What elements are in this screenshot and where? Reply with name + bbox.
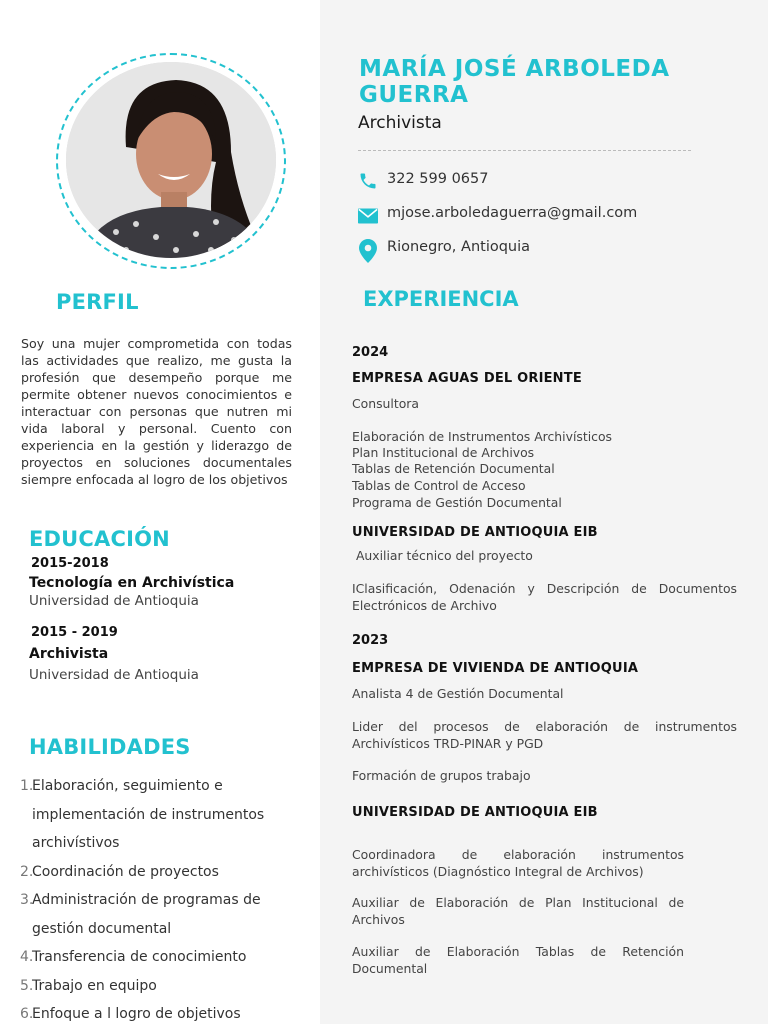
list-item [20, 772, 310, 858]
job-task: Auxiliar de Elaboración de Plan Institucional de Archivos [352, 895, 684, 927]
candidate-role: Archivista [358, 113, 442, 133]
email-address: mjose.arboledaguerra@gmail.com [387, 205, 638, 221]
item-number: 3. [20, 892, 34, 908]
item-number: 1. [20, 778, 34, 794]
job-role: Consultora [352, 396, 419, 411]
job-task: Programa de Gestión Documental [352, 495, 562, 510]
job-task: Tablas de Retención Documental [352, 461, 555, 476]
skill-line: Coordinación de proyectos [32, 863, 219, 880]
perfil-heading: PERFIL [56, 290, 139, 314]
portrait-illustration [66, 62, 276, 258]
job-task: IClasificación, Odenación y Descripción de Documentos Electrónicos de Archivo [352, 581, 737, 613]
job-task: Elaboración de Instrumentos Archivísticos [352, 429, 612, 444]
skill-line: archivístivos [32, 835, 120, 851]
list-item [20, 886, 310, 943]
profile-photo [66, 62, 276, 258]
item-number: 6. [20, 1006, 34, 1022]
edu-years: 2015 - 2019 [31, 625, 118, 640]
skill-line: gestión documental [32, 920, 172, 937]
company-name: EMPRESA AGUAS DEL ORIENTE [352, 371, 582, 386]
job-role: Auxiliar técnico del proyecto [352, 548, 533, 563]
job-role: Analista 4 de Gestión Documental [352, 686, 564, 701]
item-number: 2. [20, 863, 34, 880]
skills-list [20, 772, 310, 1029]
skill-line: Administración de programas de [32, 892, 261, 908]
company-name: UNIVERSIDAD DE ANTIOQUIA EIB [352, 805, 598, 820]
job-task: Lider del procesos de elaboración de instrumentos Archivísticos TRD-PINAR y PGD [352, 719, 737, 751]
skill-line: Enfoque a l logro de objetivos [32, 1006, 241, 1022]
list-item [20, 858, 310, 887]
edu-institution: Universidad de Antioquia [29, 593, 199, 609]
list-item [20, 972, 310, 1001]
location-pin-icon [359, 239, 379, 259]
job-task: Tablas de Control de Acceso [352, 478, 526, 493]
email-icon [358, 208, 378, 228]
year-label: 2023 [352, 633, 389, 648]
skill-line: implementación de instrumentos [32, 806, 265, 823]
candidate-name: MARÍA JOSÉ ARBOLEDA GUERRA [359, 56, 670, 108]
location: Rionegro, Antioquia [387, 239, 531, 255]
phone-icon [358, 171, 378, 191]
habilidades-heading: HABILIDADES [29, 735, 191, 759]
company-name: EMPRESA DE VIVIENDA DE ANTIOQUIA [352, 661, 639, 676]
skill-line: Elaboración, seguimiento e [32, 778, 223, 794]
experiencia-heading: EXPERIENCIA [363, 287, 519, 311]
edu-title: Archivista [29, 646, 109, 662]
company-name: UNIVERSIDAD DE ANTIOQUIA EIB [352, 525, 598, 540]
educacion-heading: EDUCACIÓN [29, 527, 170, 551]
list-item [20, 943, 310, 972]
skill-line: Trabajo en equipo [32, 977, 157, 994]
job-task: Coordinadora de elaboración instrumentos archivísticos (Diagnóstico Integral de Archivos) [352, 847, 684, 879]
year-label: 2024 [352, 345, 389, 360]
edu-title: Tecnología en Archivística [29, 575, 235, 591]
job-task: Plan Institucional de Archivos [352, 445, 535, 460]
item-number: 4. [20, 949, 34, 965]
header-divider [358, 150, 691, 151]
skill-line: Transferencia de conocimiento [32, 949, 247, 965]
edu-institution: Universidad de Antioquia [29, 667, 199, 683]
perfil-text: Soy una mujer comprometida con todas las actividades que realizo, me gusta la profesión que desempeño porque me permite obtener nuevos conocimientos e interactuar con personas que nutren mi vida laboral y personal. Cuento con experiencia en la gestión y liderazgo de proyectos en soluciones documentales siempre enfocada al logro de los objetivos [21, 336, 292, 487]
phone-number: 322 599 0657 [387, 171, 489, 187]
job-task: Auxiliar de Elaboración Tablas de Retención Documental [352, 944, 684, 976]
list-item [20, 1000, 310, 1029]
job-task: Formación de grupos trabajo [352, 768, 531, 783]
item-number: 5. [20, 977, 34, 994]
edu-years: 2015-2018 [31, 556, 109, 571]
